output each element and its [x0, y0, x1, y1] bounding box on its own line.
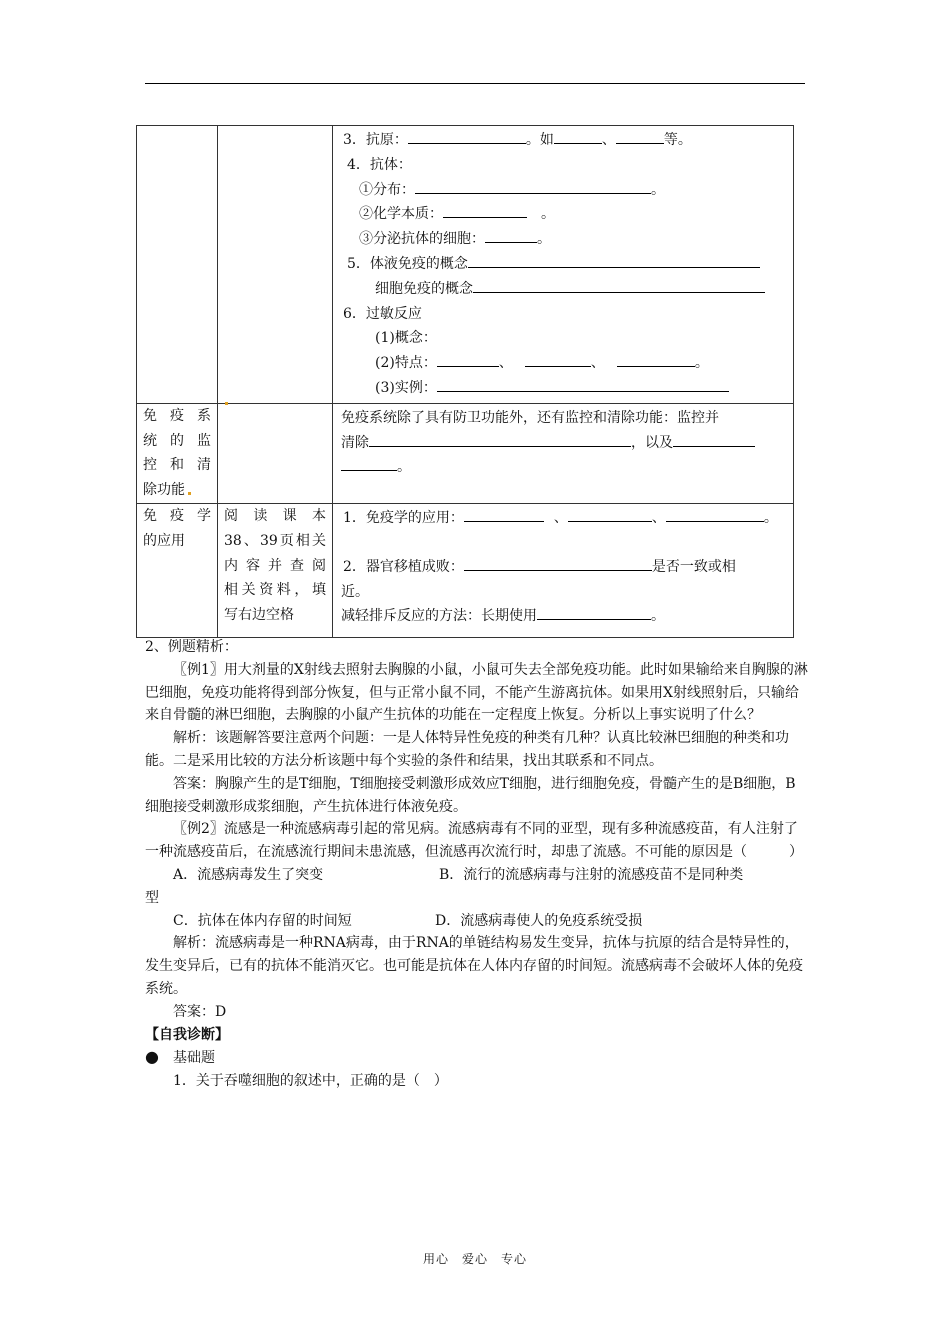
text: 相关资料，填 — [224, 582, 326, 599]
example-1-answer: 答案：胸腺产生的是T细胞，T细胞接受刺激形成效应T细胞，进行细胞免疫，骨髓产生的是B细胞，B细胞接受刺激形成浆细胞，产生抗体进行体液免疫。 — [145, 775, 796, 815]
header-rule — [145, 83, 805, 84]
text: 。如 — [525, 132, 554, 148]
text: 的应用 — [143, 532, 185, 549]
row2-content-cell — [333, 403, 794, 503]
antigen-label: 3．抗原： — [343, 132, 408, 148]
blank — [464, 507, 544, 522]
text: 、 — [601, 132, 616, 148]
row2-mid-cell — [218, 403, 333, 503]
text: (2)特点： — [375, 355, 437, 372]
blank — [525, 352, 591, 367]
text: 内容并查阅 — [224, 557, 326, 574]
option-b: B．流行的流感病毒与注射的流感疫苗不是同种类 — [439, 866, 744, 883]
table-row — [137, 403, 794, 503]
text: 。 — [537, 231, 551, 248]
example-2-answer: 答案：D — [173, 1003, 227, 1020]
text: 。 — [541, 206, 555, 223]
text: 免疫学 — [143, 507, 211, 524]
text: 是否一致或相 — [651, 558, 736, 575]
text: 免疫系统除了具有防卫功能外，还有监控和清除功能：监控并 — [341, 409, 719, 426]
text: 、 — [590, 355, 605, 372]
text: (1)概念： — [375, 330, 437, 347]
row1-mid-cell — [218, 126, 333, 404]
row3-content-cell — [333, 503, 794, 637]
blank — [369, 432, 631, 447]
footer-motto: 用心 爱心 专心 — [422, 1252, 527, 1266]
text: 。 — [694, 355, 709, 372]
example-2-analysis: 解析：流感病毒是一种RNA病毒，由于RNA的单链结构易发生变异，抗体与抗原的结合是特异性的，发生变异后，已有的抗体不能消灭它。也可能是抗体在人体内存留的时间短。流感病毒不会破坏人体的免疫系统。 — [145, 935, 803, 997]
row3-mid-cell — [218, 503, 333, 637]
text: 免疫系 — [143, 407, 211, 424]
text: 。 — [651, 181, 665, 198]
table-row — [137, 503, 794, 637]
option-a: A．流感病毒发生了突变 — [173, 866, 324, 883]
blank — [341, 456, 397, 471]
text: 减轻排斥反应的方法：长期使用 — [341, 608, 537, 625]
text: 1．免疫学的应用： — [343, 509, 464, 526]
text: 。 — [763, 509, 778, 526]
text: 38、39页相关 — [224, 532, 326, 549]
section-title: 2、例题精析： — [145, 639, 238, 655]
option-c: C．抗体在体内存留的时间短 — [173, 912, 352, 929]
blank — [617, 352, 695, 367]
table-row — [137, 126, 794, 404]
content-table — [136, 125, 794, 638]
text: 。 — [397, 459, 411, 476]
text: 写右边空格 — [224, 607, 294, 624]
blank — [616, 129, 664, 144]
text: 。 — [651, 608, 665, 625]
allergy-label: 6．过敏反应 — [343, 305, 422, 322]
row3-title-cell — [137, 503, 218, 637]
blank — [443, 203, 527, 218]
text: ，以及 — [631, 434, 673, 451]
blank — [437, 377, 729, 392]
self-diagnosis-title: 【自我诊断】 — [145, 1026, 229, 1043]
text: 阅读课本 — [224, 507, 326, 524]
stray-mark — [225, 402, 228, 405]
example-1-analysis: 解析：该题解答要注意两个问题：一是人体特异性免疫的种类有几种？认真比较淋巴细胞的种类和功能。二是采用比较的方法分析该题中每个实验的条件和结果，找出其联系和不同点。 — [145, 730, 789, 769]
blank — [408, 129, 526, 144]
row1-content-cell — [333, 126, 794, 404]
blank — [437, 352, 499, 367]
basic-label: 基础题 — [172, 1050, 215, 1067]
text: ①分布： — [359, 181, 415, 198]
text: 控和清 — [143, 457, 211, 474]
text: 2．器官移植成败： — [343, 558, 464, 575]
row1-title-cell — [137, 126, 218, 404]
examples-section — [145, 636, 809, 1093]
blank — [473, 278, 765, 293]
blank — [537, 605, 651, 620]
row2-title-cell — [137, 403, 218, 503]
text: 等。 — [663, 132, 692, 148]
text: 统的监 — [143, 432, 211, 449]
text: 近。 — [341, 583, 369, 600]
blank — [673, 432, 755, 447]
text: 、 — [651, 509, 666, 526]
bullet-icon: ● — [145, 1047, 159, 1067]
text: 、 — [553, 509, 568, 526]
blank — [468, 253, 760, 268]
text: ③分泌抗体的细胞： — [359, 231, 485, 248]
blank — [666, 507, 764, 522]
blank — [464, 556, 652, 571]
question-1: 1．关于吞噬细胞的叙述中，正确的是（ ） — [173, 1073, 448, 1090]
text: 细胞免疫的概念 — [375, 280, 473, 297]
text: 5．体液免疫的概念 — [347, 255, 468, 272]
text: (3)实例： — [375, 379, 437, 396]
blank — [415, 179, 651, 194]
example-2-question: 〖例2〗流感是一种流感病毒引起的常见病。流感病毒有不同的亚型，现有多种流感疫苗，有人注射了一种流感疫苗后，在流感流行期间未患流感，但流感再次流行时，却患了流感。不可能的原因是（ ） — [145, 821, 803, 861]
text: 除功能 — [143, 482, 185, 499]
blank — [485, 228, 537, 243]
example-1-question: 〖例1〗用大剂量的X射线去照射去胸腺的小鼠，小鼠可失去全部免疫功能。此时如果输给来自胸腺的淋巴细胞，免疫功能将得到部分恢复，但与正常小鼠不同，不能产生游离抗体。如果用X射线照射后，只输给来自骨髓的淋巴细胞，去胸腺的小鼠产生抗体的功能在一定程度上恢复。分析以上事实说明了什么？ — [145, 661, 808, 724]
antibody-label: 4．抗体： — [347, 156, 412, 173]
option-b-wrap: 型 — [145, 889, 159, 906]
blank — [568, 507, 652, 522]
stray-mark — [188, 492, 191, 495]
text: 清除 — [341, 434, 369, 451]
text: ②化学本质： — [359, 206, 443, 223]
blank — [554, 129, 602, 144]
text: 、 — [498, 355, 513, 372]
option-d: D．流感病毒使人的免疫系统受损 — [435, 912, 643, 929]
